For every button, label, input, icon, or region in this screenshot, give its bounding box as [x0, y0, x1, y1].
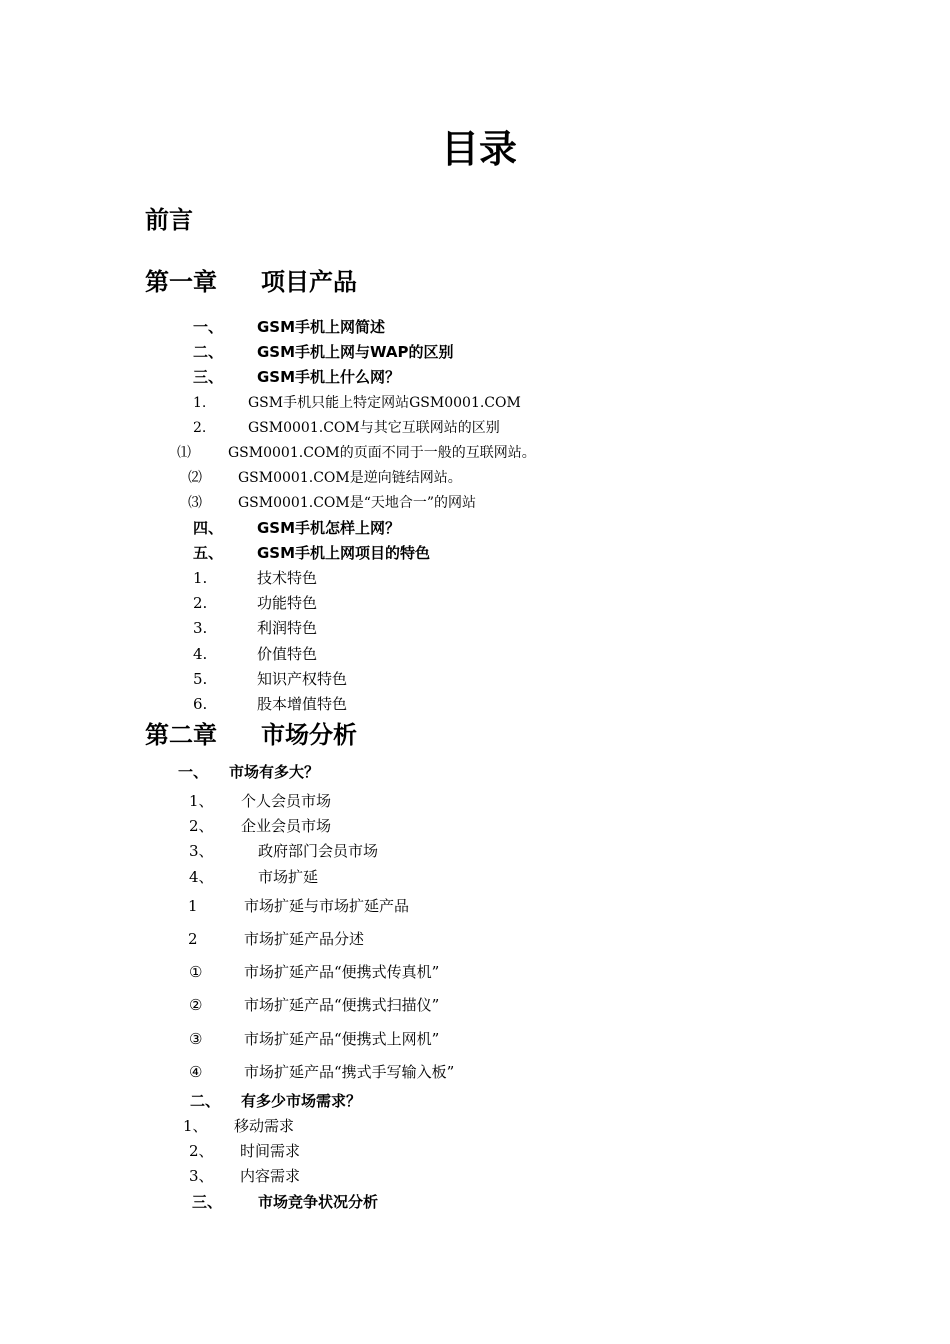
ch1-s5-2-num: 2. — [193, 594, 208, 612]
chapter1-num: 第一章 — [145, 268, 217, 296]
ch1-s5-num: 五、 — [193, 544, 224, 562]
ch2-s1-num: 一、 — [178, 763, 209, 781]
ch2-s1-4-1-num: 1 — [188, 897, 198, 915]
ch1-s5-4-text: 价值特色 — [257, 645, 318, 663]
toc-preface: 前言 — [145, 206, 193, 234]
ch2-s2-text: 有多少市场需求？ — [241, 1092, 362, 1110]
ch2-s2-2-text: 时间需求 — [240, 1142, 301, 1160]
ch2-s1-4-text: 市场扩延 — [258, 868, 319, 886]
ch1-s5-1-text: 技术特色 — [257, 569, 318, 587]
ch1-s1-num: 一、 — [193, 318, 224, 336]
ch1-s3-2-2-text: GSM0001.COM是逆向链结网站。 — [238, 470, 462, 486]
ch2-s1-2-text: 企业会员市场 — [241, 817, 332, 835]
ch2-s1-4-2-4-text: 市场扩延产品“携式手写输入板” — [244, 1063, 455, 1081]
ch2-s2-1-num: 1、 — [183, 1117, 208, 1135]
ch2-s2-1-text: 移动需求 — [234, 1117, 295, 1135]
ch2-s2-num: 二、 — [190, 1092, 221, 1110]
ch2-s1-3-text: 政府部门会员市场 — [258, 842, 379, 860]
ch1-s3-2-3-text: GSM0001.COM是“天地合一”的网站 — [238, 495, 477, 511]
ch1-s5-3-num: 3. — [193, 619, 208, 637]
ch1-s3-num: 三、 — [193, 368, 224, 386]
ch2-s1-text: 市场有多大？ — [229, 763, 320, 781]
ch1-s3-2-3-num: ⑶ — [188, 495, 202, 511]
chapter2-num: 第二章 — [145, 721, 217, 749]
ch1-s3-1-num: 1. — [193, 395, 207, 411]
ch1-s3-1-text: GSM手机只能上特定网站GSM0001.COM — [248, 395, 521, 411]
ch1-s5-5-text: 知识产权特色 — [257, 670, 348, 688]
ch2-s2-3-num: 3、 — [189, 1167, 214, 1185]
ch1-s5-4-num: 4. — [193, 645, 208, 663]
ch2-s1-4-2-3-text: 市场扩延产品“便携式上网机” — [244, 1030, 440, 1048]
ch1-s5-2-text: 功能特色 — [257, 594, 318, 612]
toc-title: 目录 — [441, 127, 518, 171]
ch2-s3-num: 三、 — [192, 1193, 223, 1211]
ch1-s1-text: GSM手机上网简述 — [257, 318, 386, 336]
ch1-s5-text: GSM手机上网项目的特色 — [257, 544, 431, 562]
ch2-s1-2-num: 2、 — [189, 817, 214, 835]
ch1-s2-num: 二、 — [193, 343, 224, 361]
ch2-s1-4-2-1-text: 市场扩延产品“便携式传真机” — [244, 963, 440, 981]
ch2-s1-4-2-2-text: 市场扩延产品“便携式扫描仪” — [244, 996, 440, 1014]
ch1-s5-3-text: 利润特色 — [257, 619, 318, 637]
ch1-s4-text: GSM手机怎样上网？ — [257, 519, 401, 537]
ch2-s1-4-1-text: 市场扩延与市场扩延产品 — [244, 897, 410, 915]
chapter1-title: 项目产品 — [261, 268, 357, 296]
ch1-s3-2-1-text: GSM0001.COM的页面不同于一般的互联网站。 — [228, 445, 536, 461]
ch1-s5-5-num: 5. — [193, 670, 208, 688]
ch2-s1-4-2-3-num: ③ — [189, 1030, 203, 1048]
ch1-s5-1-num: 1. — [193, 569, 208, 587]
ch2-s2-2-num: 2、 — [189, 1142, 214, 1160]
ch1-s5-6-text: 股本增值特色 — [257, 695, 348, 713]
ch2-s1-4-2-num: 2 — [188, 930, 198, 948]
ch1-s3-2-text: GSM0001.COM与其它互联网站的区别 — [248, 420, 500, 436]
ch1-s5-6-num: 6. — [193, 695, 208, 713]
ch2-s1-4-num: 4、 — [189, 868, 214, 886]
ch2-s3-text: 市场竞争状况分析 — [258, 1193, 379, 1211]
ch2-s1-1-text: 个人会员市场 — [241, 792, 332, 810]
ch1-s3-2-1-num: ⑴ — [177, 445, 191, 461]
ch2-s1-1-num: 1、 — [189, 792, 214, 810]
chapter2-title: 市场分析 — [261, 721, 357, 749]
ch1-s3-text: GSM手机上什么网？ — [257, 368, 401, 386]
ch2-s2-3-text: 内容需求 — [240, 1167, 301, 1185]
ch2-s1-4-2-4-num: ④ — [189, 1063, 203, 1081]
ch2-s1-3-num: 3、 — [189, 842, 214, 860]
ch1-s3-2-num: 2. — [193, 420, 207, 436]
ch2-s1-4-2-1-num: ① — [189, 963, 203, 981]
ch1-s2-text: GSM手机上网与WAP的区别 — [257, 343, 454, 361]
ch1-s3-2-2-num: ⑵ — [188, 470, 202, 486]
ch2-s1-4-2-text: 市场扩延产品分述 — [244, 930, 365, 948]
ch2-s1-4-2-2-num: ② — [189, 996, 203, 1014]
ch1-s4-num: 四、 — [193, 519, 224, 537]
